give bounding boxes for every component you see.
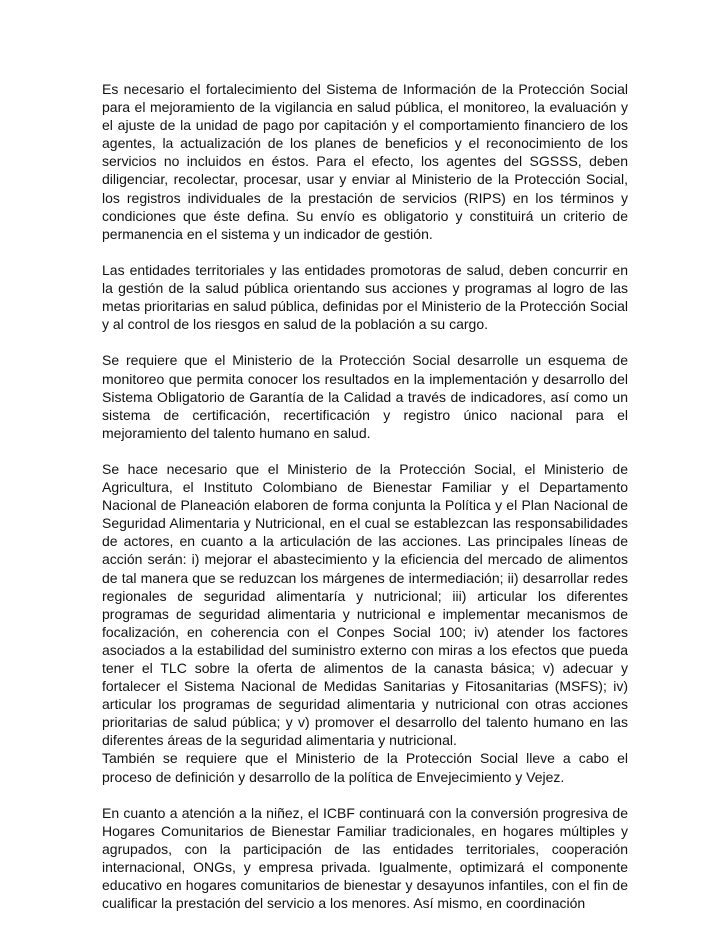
paragraph-territorial-entities: Las entidades territoriales y las entidades promotoras de salud, deben concurrir en la gestión de la salud pública orientando sus acciones y programas al logro de las metas prioritarias en salud pública, definidas por el Ministerio de la Protección Social y al control de los riesgos en salud de la población a su cargo. <box>102 261 628 333</box>
paragraph-information-system: Es necesario el fortalecimiento del Sistema de Información de la Protección Social para el mejoramiento de la vigilancia en salud pública, el monitoreo, la evaluación y el ajuste de la unidad de pago por capitación y el comportamiento financiero de los agentes, la actualización de los planes de beneficios y el reconocimiento de los servicios no incluidos en éstos. Para el efecto, los agentes del SGSSS, deben diligenciar, recolectar, procesar, usar y enviar al Ministerio de la Protección Social, los registros individuales de la prestación de servicios (RIPS) en los términos y condiciones que éste defina. Su envío es obligatorio y constituirá un criterio de permanencia en el sistema y un indicador de gestión. <box>102 81 628 242</box>
paragraph-childhood-care: En cuanto a atención a la niñez, el ICBF continuará con la conversión progresiva de Hogares Comunitarios de Bienestar Familiar tradicionales, en hogares múltiples y agrupados, con la participación de las entidades territoriales, cooperación internacional, ONGs, y empresa privada. Igualmente, optimizará el componente educativo en hogares comunitarios de bienestar y desayunos infantiles, con el fin de cualificar la prestación del servicio a los menores. Así mismo, en coordinación <box>102 804 628 912</box>
paragraph-food-security: Se hace necesario que el Ministerio de la Protección Social, el Ministerio de Agricultura, el Instituto Colombiano de Bienestar Familiar y el Departamento Nacional de Planeación elaboren de forma conjunta la Política y el Plan Nacional de Seguridad Alimentaria y Nutricional, en el cual se establezcan las responsabilidades de actores, en cuanto a la articulación de las acciones. Las principales líneas de acción serán: i) mejorar el abastecimiento y la eficiencia del mercado de alimentos de tal manera que se reduzcan los márgenes de intermediación; ii) desarrollar redes regionales de seguridad alimentaría y nutricional; iii) articular los diferentes programas de seguridad alimentaria y nutricional e implementar mecanismos de focalización, en coherencia con el Conpes Social 100; iv) atender los factores asociados a la estabilidad del suministro externo con miras a los efectos que pueda tener el TLC sobre la oferta de alimentos de la canasta básica; v) adecuar y fortalecer el Sistema Nacional de Medidas Sanitarias y Fitosanitarias (MSFS); iv) articular los programas de seguridad alimentaria y nutricional con otras acciones prioritarias de salud pública; y v) promover el desarrollo del talento humano en las diferentes áreas de la seguridad alimentaria y nutricional. <box>102 460 628 749</box>
paragraph-quality-monitoring: Se requiere que el Ministerio de la Protección Social desarrolle un esquema de monitoreo que permita conocer los resultados en la implementación y desarrollo del Sistema Obligatorio de Garantía de la Calidad a través de indicadores, así como un sistema de certificación, recertificación y registro único nacional para el mejoramiento del talento humano en salud. <box>102 352 628 441</box>
paragraph-aging-policy: También se requiere que el Ministerio de la Protección Social lleve a cabo el proceso de definición y desarrollo de la política de Envejecimiento y Vejez. <box>102 750 628 785</box>
document-page <box>102 80 628 912</box>
